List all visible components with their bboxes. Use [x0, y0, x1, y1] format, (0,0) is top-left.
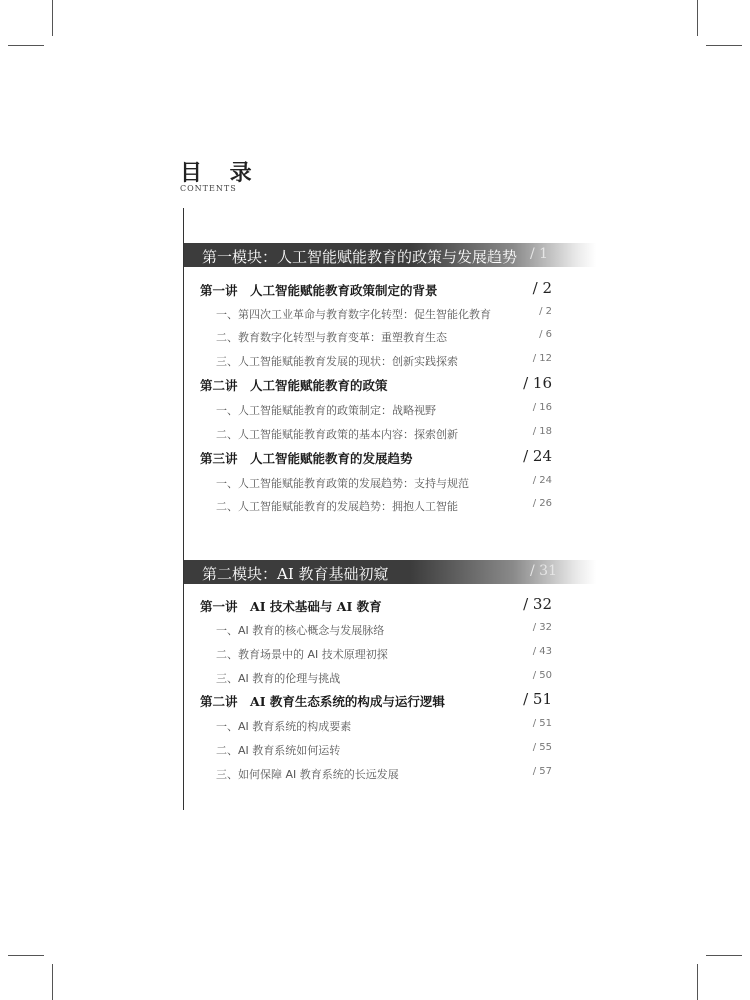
- lecture-title: 第三讲 人工智能赋能教育的发展趋势: [200, 451, 413, 466]
- lecture-page: / 16: [523, 374, 552, 392]
- section-page: / 12: [532, 353, 552, 364]
- section-entry[interactable]: [200, 621, 552, 641]
- module-heading-2[interactable]: [184, 560, 596, 584]
- section-entry[interactable]: [200, 401, 552, 421]
- lecture-title: 第二讲 AI 教育生态系统的构成与运行逻辑: [200, 694, 445, 709]
- section-title: 三、AI 教育的伦理与挑战: [216, 672, 341, 685]
- section-entry[interactable]: [200, 645, 552, 665]
- crop-mark-top-left-horizontal: [8, 45, 44, 46]
- section-title: 二、教育场景中的 AI 技术原理初探: [216, 648, 388, 661]
- section-entry[interactable]: [200, 669, 552, 689]
- section-title: 一、AI 教育系统的构成要素: [216, 720, 352, 733]
- lecture-page: / 51: [523, 690, 552, 708]
- section-title: 二、AI 教育系统如何运转: [216, 744, 341, 757]
- lecture-title: 第一讲 人工智能赋能教育政策制定的背景: [200, 283, 438, 298]
- lecture-page: / 2: [532, 279, 552, 297]
- section-entry[interactable]: [200, 352, 552, 372]
- vertical-rule: [183, 208, 184, 810]
- section-title: 二、人工智能赋能教育政策的基本内容：探索创新: [216, 428, 458, 441]
- section-page: / 32: [532, 622, 552, 633]
- section-title: 二、人工智能赋能教育的发展趋势：拥抱人工智能: [216, 500, 458, 513]
- lecture-entry[interactable]: [200, 597, 552, 617]
- section-title: 三、人工智能赋能教育发展的现状：创新实践探索: [216, 355, 458, 368]
- section-entry[interactable]: [200, 717, 552, 737]
- crop-mark-bottom-left-horizontal: [8, 955, 44, 956]
- crop-mark-top-right-vertical: [697, 0, 698, 36]
- lecture-title: 第一讲 AI 技术基础与 AI 教育: [200, 599, 382, 614]
- section-entry[interactable]: [200, 305, 552, 325]
- lecture-entry[interactable]: [200, 281, 552, 301]
- page-title: 目 录: [180, 160, 262, 186]
- crop-mark-bottom-right-vertical: [697, 964, 698, 1000]
- section-title: 一、第四次工业革命与教育数字化转型：促生智能化教育: [216, 308, 491, 321]
- module-page: / 31: [530, 563, 557, 579]
- section-entry[interactable]: [200, 425, 552, 445]
- section-entry[interactable]: [200, 328, 552, 348]
- crop-mark-bottom-left-vertical: [52, 964, 53, 1000]
- section-page: / 57: [532, 766, 552, 777]
- page-subtitle: CONTENTS: [180, 184, 237, 193]
- lecture-title: 第二讲 人工智能赋能教育的政策: [200, 378, 388, 393]
- crop-mark-bottom-right-horizontal: [706, 955, 742, 956]
- section-page: / 2: [539, 306, 552, 317]
- section-page: / 16: [532, 402, 552, 413]
- module-heading-1[interactable]: [184, 243, 596, 267]
- module-title: 第一模块：人工智能赋能教育的政策与发展趋势: [202, 248, 518, 266]
- section-page: / 50: [532, 670, 552, 681]
- section-page: / 51: [532, 718, 552, 729]
- section-title: 三、如何保障 AI 教育系统的长远发展: [216, 768, 399, 781]
- section-page: / 55: [532, 742, 552, 753]
- module-page: / 1: [530, 246, 549, 262]
- section-title: 一、人工智能赋能教育的政策制定：战略视野: [216, 404, 436, 417]
- section-entry[interactable]: [200, 497, 552, 517]
- lecture-entry[interactable]: [200, 376, 552, 396]
- crop-mark-top-right-horizontal: [706, 45, 742, 46]
- section-page: / 6: [539, 329, 552, 340]
- section-page: / 26: [532, 498, 552, 509]
- section-entry[interactable]: [200, 765, 552, 785]
- section-title: 一、AI 教育的核心概念与发展脉络: [216, 624, 385, 637]
- section-page: / 18: [532, 426, 552, 437]
- lecture-page: / 24: [523, 447, 552, 465]
- lecture-page: / 32: [523, 595, 552, 613]
- section-title: 二、教育数字化转型与教育变革：重塑教育生态: [216, 331, 447, 344]
- section-page: / 24: [532, 475, 552, 486]
- section-page: / 43: [532, 646, 552, 657]
- section-entry[interactable]: [200, 741, 552, 761]
- module-title: 第二模块：AI 教育基础初窥: [202, 565, 389, 583]
- toc-header: [180, 160, 262, 193]
- section-entry[interactable]: [200, 474, 552, 494]
- crop-mark-top-left-vertical: [52, 0, 53, 36]
- lecture-entry[interactable]: [200, 449, 552, 469]
- lecture-entry[interactable]: [200, 692, 552, 712]
- section-title: 一、人工智能赋能教育政策的发展趋势：支持与规范: [216, 477, 469, 490]
